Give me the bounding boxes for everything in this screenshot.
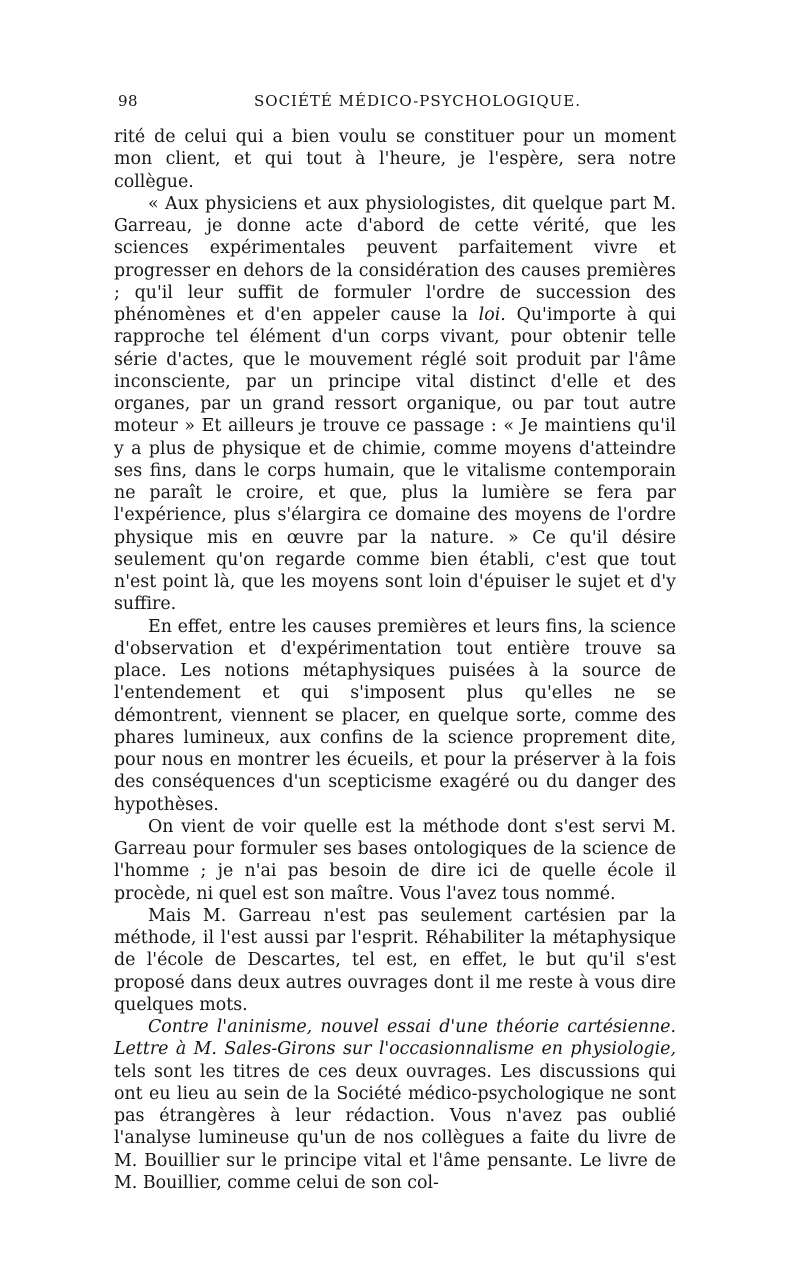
paragraph-causes: En effet, entre les causes premières et leurs fins, la science d'observation et d'expérimentation tout entière trouve sa place. Les notions métaphysiques puisées à la source de l'entendement et qui s'imposent plus qu'elles ne se démontrent, viennent se placer, en quelque sorte, comme des phares lumineux, aux confins de la science proprement dite, pour nous en montrer les écueils, et pour la préserver à la fois des conséquences d'un scepticisme exagéré ou du danger des hypothèses. bbox=[114, 616, 676, 815]
quotation-start: « Aux physiciens et aux physiologistes, dit quelque part M. Garreau, je donne acte d'abord de cette vérité, que les sciences expérimentales peuvent parfaitement vivre et progresser en dehors de la considération des causes premières ; qu'il leur suffit de formuler l'ordre de succession des phénomènes et d'en appeler cause la bbox=[114, 193, 676, 325]
paragraph-continuation: rité de celui qui a bien voulu se constituer pour un moment mon client, et qui tout à l'heure, je l'espère, sera notre collègue. bbox=[114, 127, 676, 192]
quotation-rest: Qu'importe à qui rapproche tel élément d'un corps vivant, pour obtenir telle série d'actes, que le mouvement réglé soit produit par l'âme inconsciente, par un principe vital distinct d'elle et des organes, par un grand ressort organique, ou par tout autre moteur » Et ailleurs je trouve ce passage : « Je maintiens qu'il y a plus de physique et de chimie, comme moyens d'atteindre ses fins, dans le corps humain, que le vitalisme contemporain ne paraît le croire, et que, plus la lumière se fera par l'expérience, plus s'élargira ce domaine des moyens de l'ordre physique mis en œuvre par la nature. » Ce qu'il désire seulement qu'on regarde comme bien établi, c'est que tout n'est point là, que les moyens sont loin d'épuiser le sujet et d'y suffire. bbox=[114, 305, 676, 615]
body-text bbox=[114, 126, 676, 1194]
paragraph-ouvrages bbox=[114, 1016, 676, 1194]
paragraph-ouvrages-rest: tels sont les titres de ces deux ouvrages. Les discussions qui ont eu lieu au sein de la Société médico-psychologique ne sont pas étrangères à leur rédaction. Vous n'avez pas oublié l'analyse lumineuse qu'un de nos collègues a faite du livre de M. Bouillier sur le principe vital et l'âme pensante. Le livre de M. Bouillier, comme celui de son col- bbox=[114, 1061, 676, 1193]
page-number: 98 bbox=[118, 92, 139, 110]
book-page bbox=[114, 84, 676, 1194]
italic-word-loi: loi. bbox=[478, 305, 506, 325]
running-head bbox=[114, 84, 676, 114]
paragraph-cartesien: Mais M. Garreau n'est pas seulement cartésien par la méthode, il l'est aussi par l'esprit. Réhabiliter la métaphysique de l'école de Descartes, tel est, en effet, le but qu'il s'est proposé dans deux autres ouvrages dont il me reste à vous dire quelques mots. bbox=[114, 905, 676, 1015]
paragraph-methode: On vient de voir quelle est la méthode dont s'est servi M. Garreau pour formuler ses bases ontologiques de la science de l'homme ; je n'ai pas besoin de dire ici de quelle école il procède, ni quel est son maître. Vous l'avez tous nommé. bbox=[114, 816, 676, 904]
paragraph-quotation bbox=[114, 193, 676, 616]
italic-book-titles: Contre l'aninisme, nouvel essai d'une théorie cartésienne. Lettre à M. Sales-Girons sur l'occasionnalisme en physiologie, bbox=[114, 1017, 676, 1060]
running-title: SOCIÉTÉ MÉDICO-PSYCHOLOGIQUE. bbox=[254, 92, 581, 110]
